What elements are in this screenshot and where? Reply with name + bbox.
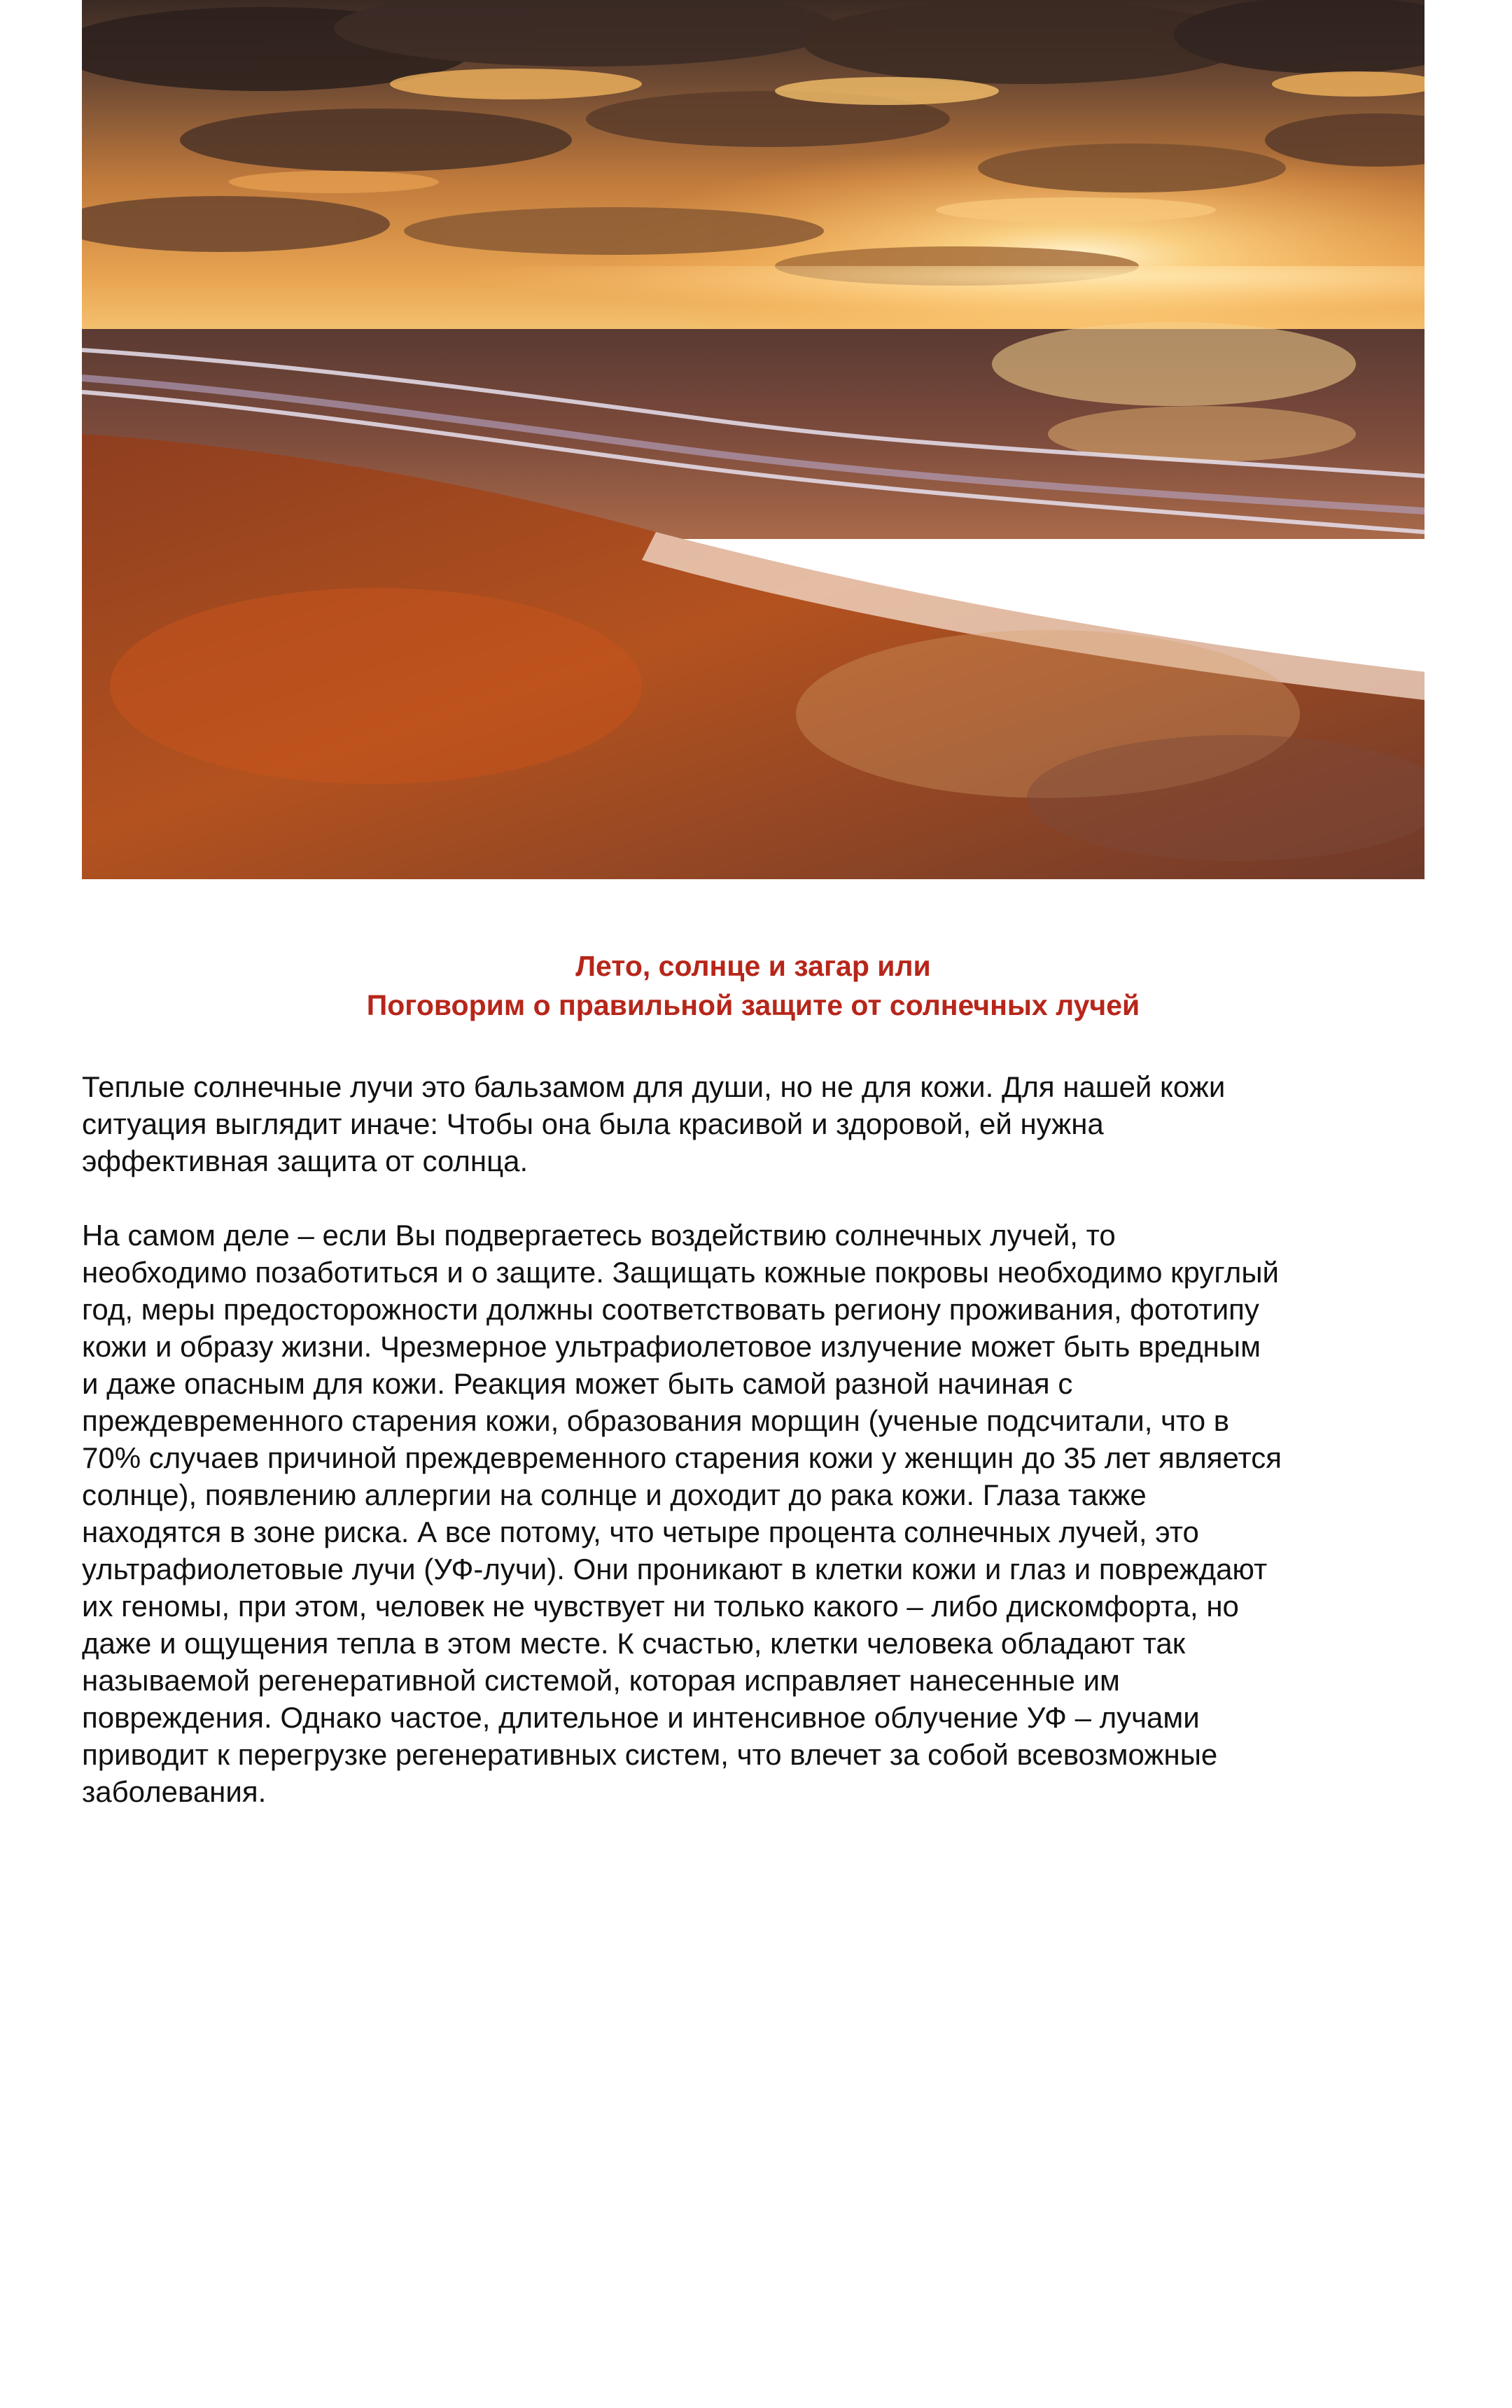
article-body (82, 1068, 1424, 1847)
paragraph-line: называемой регенеративной системой, которая исправляет нанесенные им (82, 1664, 1120, 1697)
title-line-2: Поговорим о правильной защите от солнечных лучей (366, 989, 1140, 1021)
paragraph-line: необходимо позаботиться и о защите. Защищать кожные покровы необходимо круглый (82, 1256, 1279, 1289)
paragraph-1 (82, 1068, 1424, 1180)
paragraph-line: заболевания. (82, 1775, 267, 1808)
paragraph-line: преждевременного старения кожи, образования морщин (ученые подсчитали, что в (82, 1404, 1230, 1437)
paragraph-line: ситуация выглядит иначе: Чтобы она была красивой и здоровой, ей нужна (82, 1107, 1104, 1140)
paragraph-line: и даже опасным для кожи. Реакция может быть самой разной начиная с (82, 1367, 1073, 1400)
article-title (82, 946, 1424, 1025)
paragraph-line: повреждения. Однако частое, длительное и интенсивное облучение УФ – лучами (82, 1701, 1200, 1734)
paragraph-line: год, меры предосторожности должны соответствовать региону проживания, фототипу (82, 1293, 1259, 1326)
paragraph-line: солнце), появлению аллергии на солнце и доходит до рака кожи. Глаза также (82, 1478, 1147, 1511)
paragraph-line: их геномы, при этом, человек не чувствует ни только какого – либо дискомфорта, но (82, 1590, 1239, 1623)
paragraph-line: ультрафиолетовые лучи (УФ-лучи). Они проникают в клетки кожи и глаз и повреждают (82, 1553, 1268, 1586)
paragraph-2 (82, 1217, 1424, 1810)
paragraph-line: 70% случаев причиной преждевременного старения кожи у женщин до 35 лет является (82, 1441, 1282, 1474)
paragraph-line: эффективная защита от солнца. (82, 1144, 528, 1177)
paragraph-line: находятся в зоне риска. А все потому, что четыре процента солнечных лучей, это (82, 1516, 1199, 1548)
paragraph-line: даже и ощущения тепла в этом месте. К счастью, клетки человека обладают так (82, 1627, 1186, 1660)
sunset-beach-photo (82, 0, 1424, 879)
paragraph-line: Теплые солнечные лучи это бальзамом для души, но не для кожи. Для нашей кожи (82, 1070, 1226, 1103)
paragraph-line: кожи и образу жизни. Чрезмерное ультрафиолетовое излучение может быть вредным (82, 1330, 1261, 1363)
title-line-1: Лето, солнце и загар или (575, 950, 931, 982)
paragraph-line: На самом деле – если Вы подвергаетесь воздействию солнечных лучей, то (82, 1219, 1116, 1252)
paragraph-line: приводит к перегрузке регенеративных систем, что влечет за собой всевозможные (82, 1738, 1218, 1771)
